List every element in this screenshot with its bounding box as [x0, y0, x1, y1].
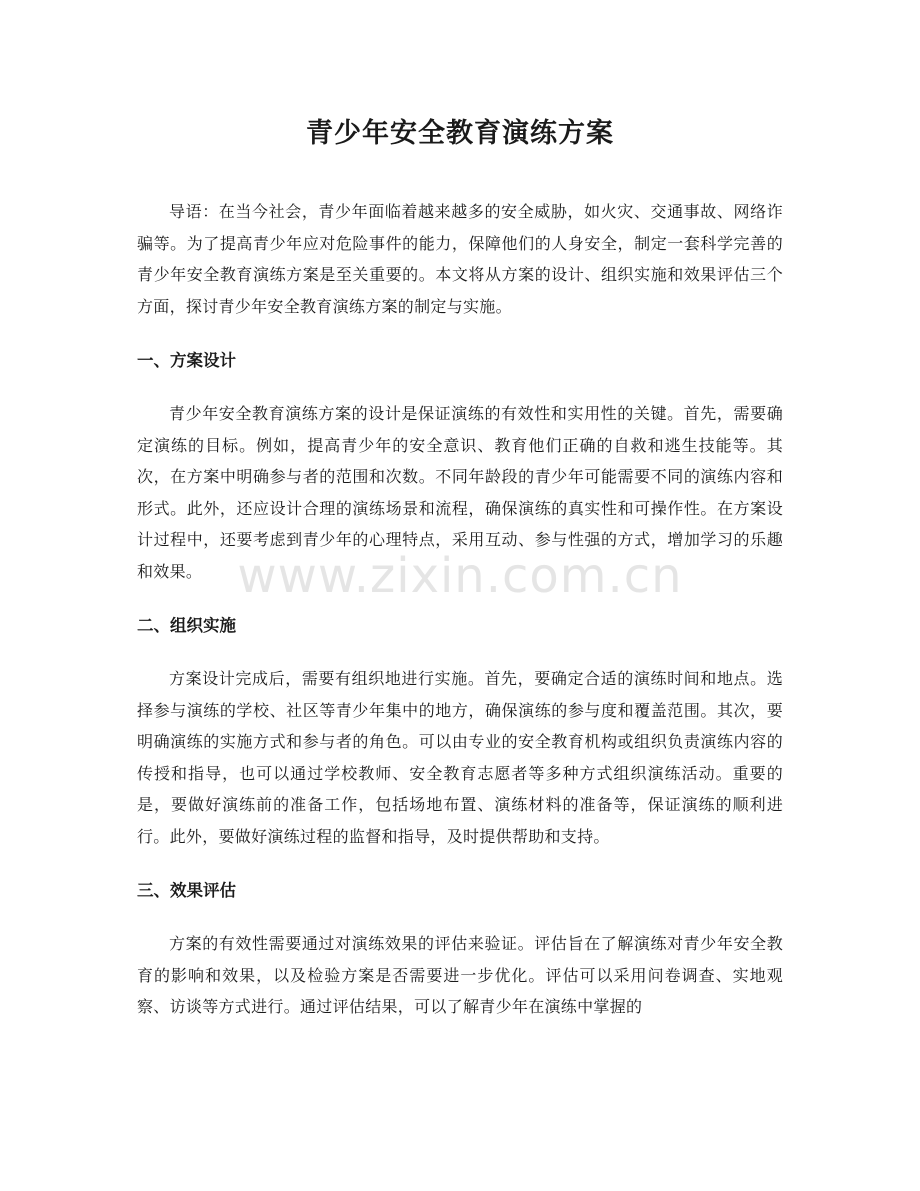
intro-paragraph: 导语：在当今社会，青少年面临着越来越多的安全威胁，如火灾、交通事故、网络诈骗等。为了提高青少年应对危险事件的能力，保障他们的人身安全，制定一套科学完善的青少年安全教育演练方案是至关重要的。本文将从方案的设计、组织实施和效果评估三个方面，探讨青少年安全教育演练方案的制定与实施。 [137, 202, 783, 316]
section-heading-implementation: 二、组织实施 [137, 616, 236, 635]
document-title: 青少年安全教育演练方案 [306, 118, 614, 149]
section-body-design: 青少年安全教育演练方案的设计是保证演练的有效性和实用性的关键。首先，需要确定演练的目标。例如，提高青少年的安全意识、教育他们正确的自救和逃生技能等。其次，在方案中明确参与者的范围和次数。不同年龄段的青少年可能需要不同的演练内容和形式。此外，还应设计合理的演练场景和流程，确保演练的真实性和可操作性。在方案设计过程中，还要考虑到青少年的心理特点，采用互动、参与性强的方式，增加学习的乐趣和效果。 [137, 404, 783, 581]
section-heading-design: 一、方案设计 [137, 351, 236, 370]
watermark: www.zixin.com.cn [237, 548, 683, 604]
section-heading-evaluation: 三、效果评估 [137, 881, 236, 900]
section-body-evaluation: 方案的有效性需要通过对演练效果的评估来验证。评估旨在了解演练对青少年安全教育的影响和效果，以及检验方案是否需要进一步优化。评估可以采用问卷调查、实地观察、访谈等方式进行。通过评估结果，可以了解青少年在演练中掌握的 [137, 934, 783, 1016]
section-body-implementation: 方案设计完成后，需要有组织地进行实施。首先，要确定合适的演练时间和地点。选择参与演练的学校、社区等青少年集中的地方，确保演练的参与度和覆盖范围。其次，要明确演练的实施方式和参与者的角色。可以由专业的安全教育机构或组织负责演练内容的传授和指导，也可以通过学校教师、安全教育志愿者等多种方式组织演练活动。重要的是，要做好演练前的准备工作，包括场地布置、演练材料的准备等，保证演练的顺利进行。此外，要做好演练过程的监督和指导，及时提供帮助和支持。 [137, 669, 783, 846]
